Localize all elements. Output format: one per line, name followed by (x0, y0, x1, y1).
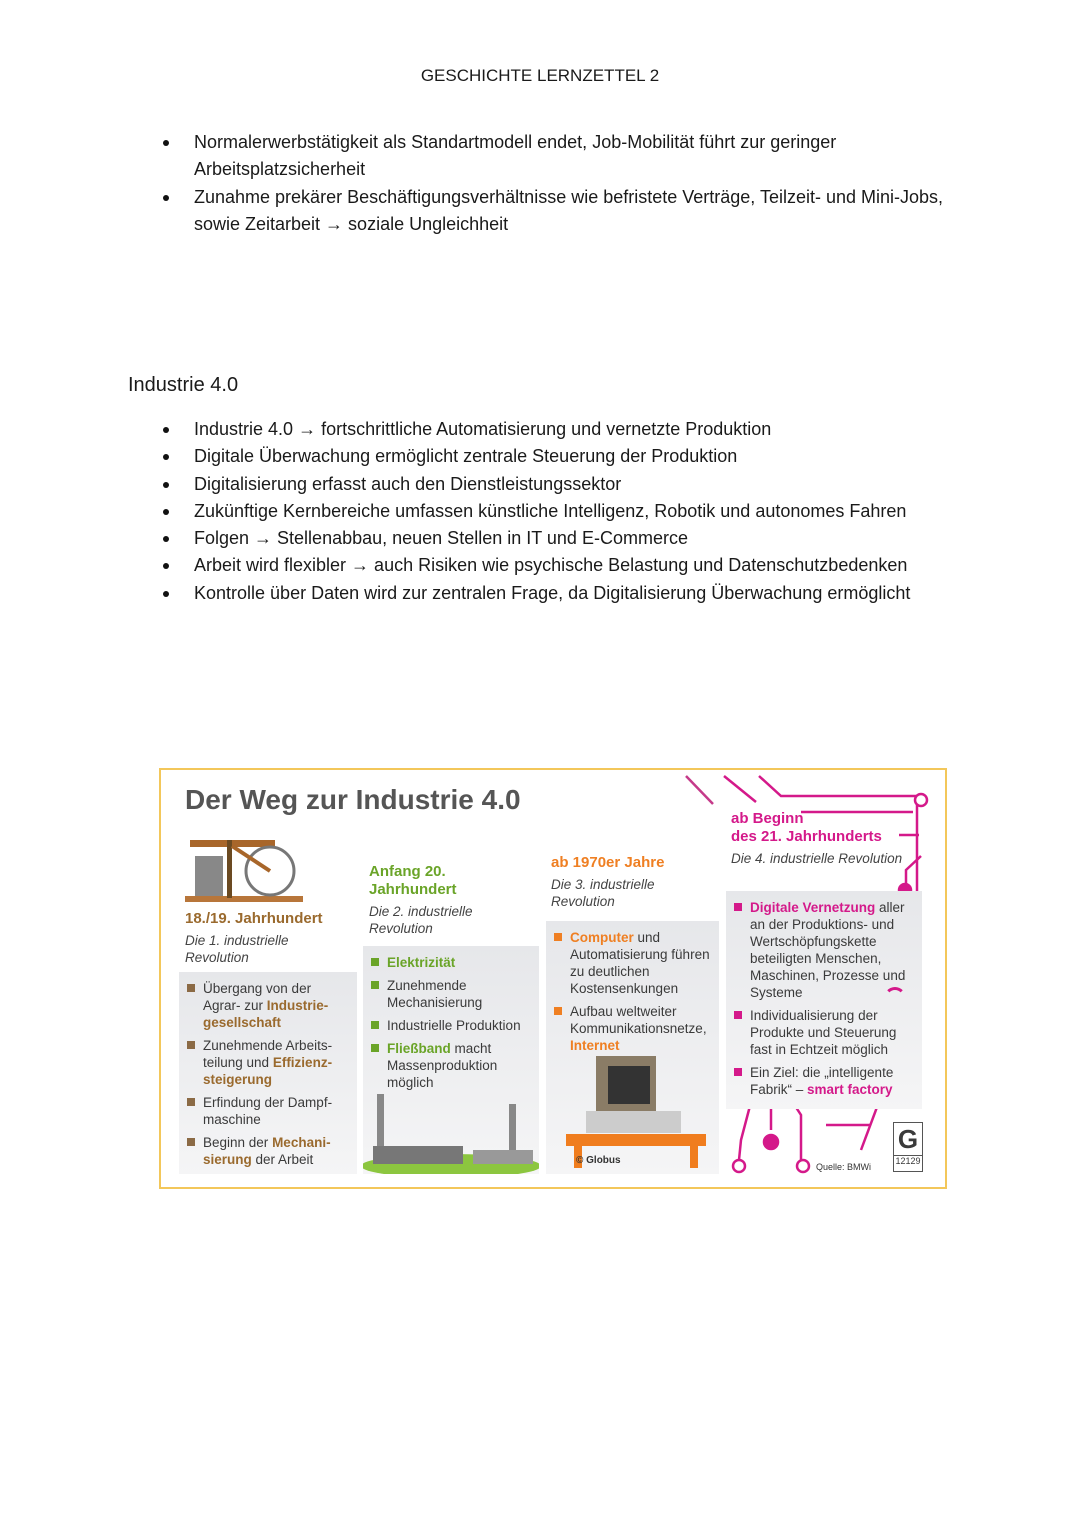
era-4-subtitle: Die 4. industrielle Revolution (731, 851, 903, 866)
list-item: Normalerwerbstätigkeit als Standartmodell endet, Job-Mobilität führt zur geringer Arbeitsplatzsicherheit (160, 129, 950, 184)
section-heading: Industrie 4.0 (128, 374, 239, 396)
era-2-label: Anfang 20. Jahrhundert (369, 863, 457, 898)
era-2-box: Elektrizität Zunehmende Mechanisierung Industrielle Produktion Fließband macht Massenproduktion möglich (363, 946, 539, 1174)
list-item: Kontrolle über Daten wird zur zentralen Frage, da Digitalisierung Überwachung ermöglicht (160, 580, 950, 607)
list-item: Digitalisierung erfasst auch den Dienstleistungssektor (160, 471, 950, 498)
era-3-label: ab 1970er Jahre (551, 854, 665, 871)
list-item: Zukünftige Kernbereiche umfassen künstliche Intelligenz, Robotik und autonomes Fahren (160, 498, 950, 525)
globus-logo: G 12129 (893, 1122, 923, 1172)
era-4-label-line2: des 21. Jahrhunderts (731, 828, 882, 845)
era-1-label: 18./19. Jahrhundert (185, 910, 323, 927)
computer-illustration (566, 1056, 711, 1168)
source-label: Quelle: BMWi (816, 1162, 872, 1172)
era-1-subtitle: Die 1. industrielle Revolution (185, 933, 289, 965)
list-item: Arbeit wird flexibler → auch Risiken wie psychische Belastung und Datenschutzbedenken (160, 552, 950, 579)
steam-engine-illustration (185, 826, 305, 906)
factory-illustration (363, 1084, 539, 1174)
era-4-box: Digitale Vernetzung aller an der Produktions- und Wertschöpfungskette beteiligten Menschen, Maschinen, Prozesse und Systeme Individualisierung der Produkte und Steuerung fast in Echtzeit möglich Ein Ziel: die „intelligente Fabrik“ – smart factory (726, 891, 922, 1109)
infographic-title: Der Weg zur Industrie 4.0 (185, 784, 521, 815)
list-item: Industrie 4.0 → fortschrittliche Automatisierung und vernetzte Produktion (160, 416, 950, 443)
industrie-infographic (159, 768, 947, 1189)
page-header: GESCHICHTE LERNZETTEL 2 (420, 66, 660, 85)
wifi-icon (884, 987, 906, 1009)
intro-bullet-list (160, 129, 950, 238)
era-2-subtitle: Die 2. industrielle Revolution (369, 904, 473, 936)
industrie-bullet-list (160, 416, 950, 607)
era-3-box: Computer und Automatisierung führen zu deutlichen Kostensenkungen Aufbau weltweiter Kommunikationsnetze, Internet © Globus (546, 921, 719, 1174)
list-item: Folgen → Stellenabbau, neuen Stellen in IT und E-Commerce (160, 525, 950, 552)
era-3-subtitle: Die 3. industrielle Revolution (551, 877, 655, 909)
list-item: Digitale Überwachung ermöglicht zentrale Steuerung der Produktion (160, 443, 950, 470)
list-item: Zunahme prekärer Beschäftigungsverhältnisse wie befristete Verträge, Teilzeit- und Mini-Jobs, sowie Zeitarbeit → soziale Ungleichheit (160, 184, 950, 239)
era-4-label-line1: ab Beginn (731, 810, 804, 827)
globus-credit: © Globus (576, 1155, 621, 1166)
era-1-box: Übergang von der Agrar- zur Industrie-gesellschaft Zunehmende Arbeits-teilung und Effizienz-steigerung Erfindung der Dampf-maschine Beginn der Mechani-sierung der Arbeit (179, 972, 357, 1174)
